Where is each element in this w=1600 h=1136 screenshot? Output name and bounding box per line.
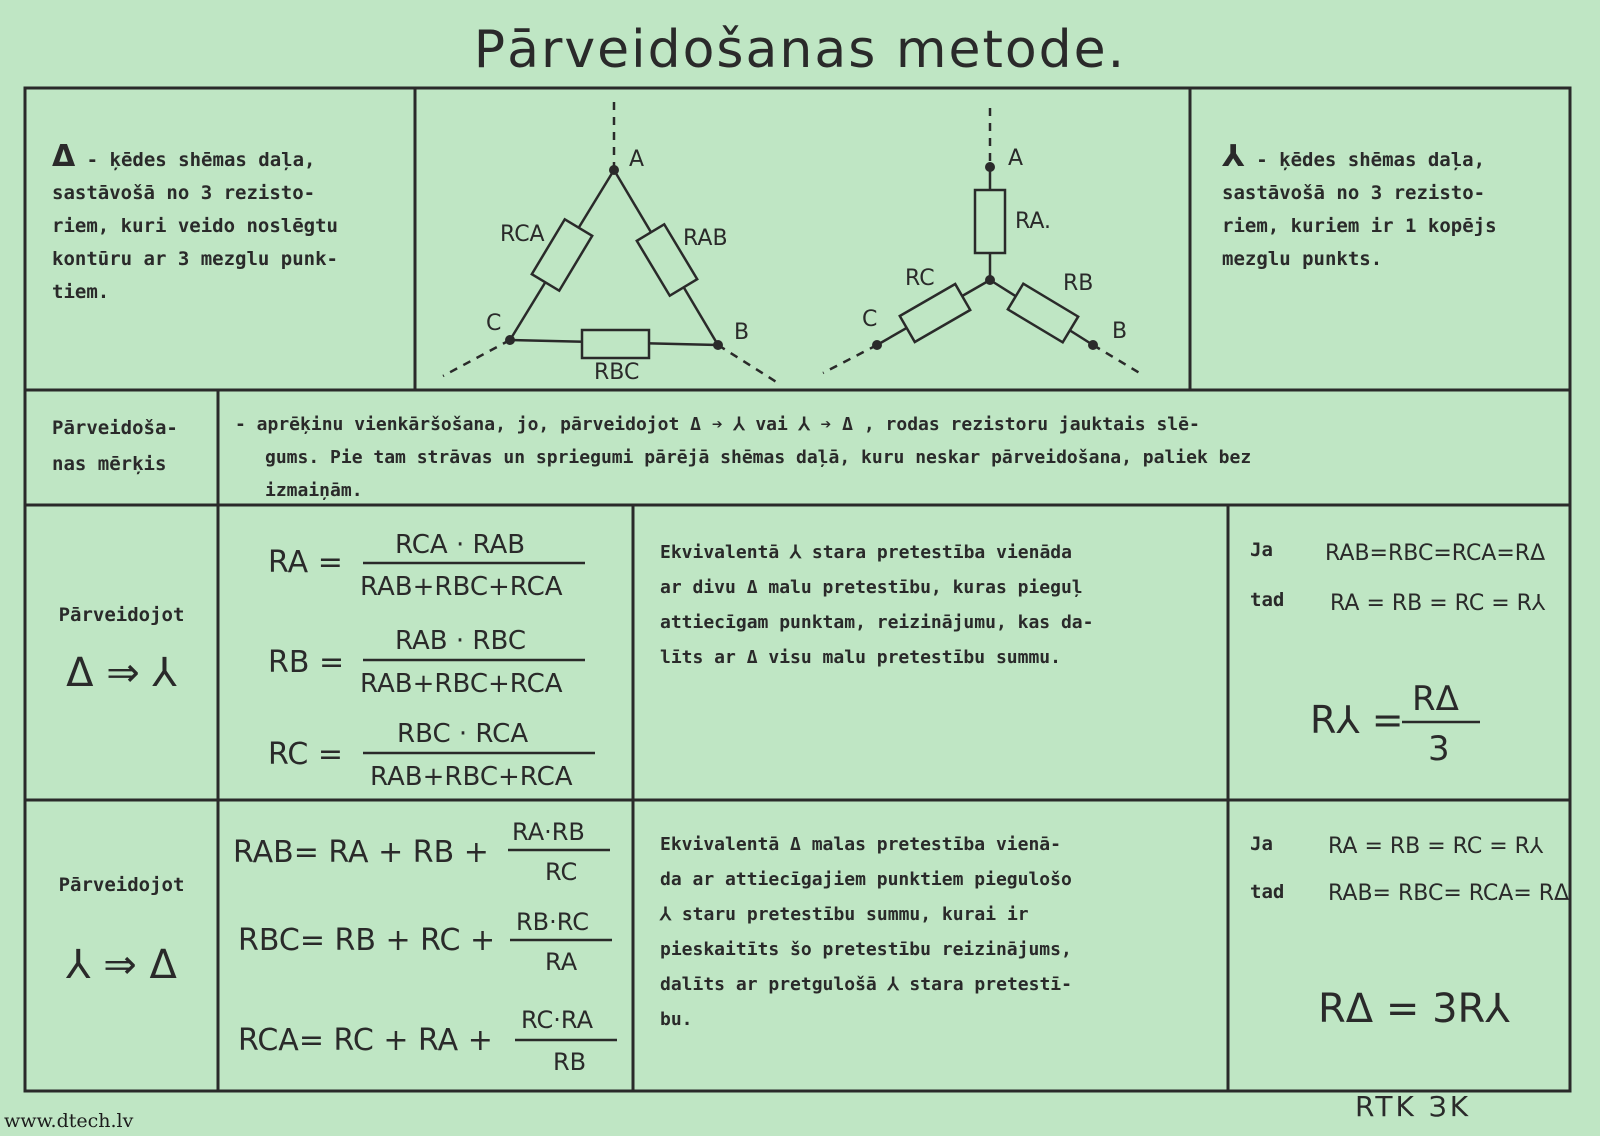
description-line: līts ar Δ visu malu pretestību summu.: [660, 647, 1061, 668]
delta-to-star-label: [25, 600, 218, 696]
delta-definition: [52, 140, 412, 309]
row4-tad: tad: [1250, 881, 1285, 903]
row4-result: RΔ = 3R⅄: [1318, 986, 1510, 1032]
formula-rbc-lhs: RBC= RB + RC +: [238, 923, 496, 958]
description-line: Ekvivalentā Δ malas pretestība vienā-: [660, 834, 1061, 855]
row3-ja: Ja: [1250, 539, 1273, 561]
purpose-text-line: izmaiņām.: [265, 480, 363, 501]
description-line: ⅄ staru pretestību summu, kurai ir: [660, 904, 1029, 925]
row4-cond1: RA = RB = RC = R⅄: [1328, 834, 1544, 859]
formula-rbc-num: RB·RC: [516, 908, 590, 936]
formula-rab-den: RC: [545, 858, 578, 886]
description-line: Ekvivalentā ⅄ stara pretestība vienāda: [660, 542, 1072, 563]
formula-rbc-den: RA: [545, 948, 578, 976]
star-to-delta-label: [25, 870, 218, 988]
delta-definition-line: sastāvošā no 3 rezisto-: [52, 182, 316, 204]
delta-circuit-diagram: [443, 102, 778, 383]
formula-rc-den: RAB+RBC+RCA: [370, 762, 573, 792]
delta-definition-line: riem, kuri veido noslēgtu: [52, 215, 338, 237]
star-node-a: A: [1008, 146, 1024, 171]
description-line: attiecīgam punktam, reizinājumu, kas da-: [660, 612, 1094, 633]
website-watermark: www.dtech.lv: [4, 1110, 134, 1132]
delta-node-c: C: [486, 311, 502, 336]
row3-tad: tad: [1250, 589, 1285, 611]
delta-to-star-arrow: Δ ⇒ ⅄: [66, 650, 177, 696]
delta-definition-line: - ķēdes shēmas daļa,: [86, 149, 316, 171]
star-label-rb: RB: [1063, 271, 1094, 296]
star-definition: [1222, 140, 1567, 276]
star-circuit-diagram: [823, 108, 1143, 375]
row4-cond2: RAB= RBC= RCA= RΔ: [1328, 881, 1570, 906]
description-line: ar divu Δ malu pretestību, kuras pieguļ: [660, 577, 1083, 598]
formula-ra-num: RCA · RAB: [395, 530, 526, 560]
purpose-text-line: gums. Pie tam strāvas un spriegumi pārējā shēmas daļā, kuru neskar pārveidošana, paliek bez: [265, 447, 1252, 468]
formula-rca-num: RC·RA: [521, 1006, 593, 1034]
row3-label-text: Pārveidojot: [58, 604, 185, 626]
star-icon: ⅄: [1222, 139, 1245, 174]
delta-to-star-description: [660, 535, 1225, 675]
row3-cond1: RAB=RBC=RCA=RΔ: [1325, 541, 1546, 566]
formula-rab-lhs: RAB= RA + RB +: [233, 835, 489, 870]
delta-label-rab: RAB: [683, 226, 728, 251]
description-line: bu.: [660, 1009, 693, 1030]
delta-definition-line: tiem.: [52, 281, 110, 303]
row3-result-den: 3: [1428, 729, 1450, 769]
formula-rb-num: RAB · RBC: [395, 626, 527, 656]
row4-ja: Ja: [1250, 833, 1273, 855]
formula-rb-den: RAB+RBC+RCA: [360, 669, 563, 699]
delta-node-b: B: [734, 320, 750, 345]
row3-cond2: RA = RB = RC = R⅄: [1330, 591, 1546, 616]
delta-label-rbc: RBC: [594, 360, 640, 385]
formula-rca-den: RB: [553, 1048, 587, 1076]
delta-icon: Δ: [52, 139, 76, 174]
star-definition-line: riem, kuriem ir 1 kopējs: [1222, 215, 1497, 237]
star-definition-line: sastāvošā no 3 rezisto-: [1222, 182, 1486, 204]
star-node-b: B: [1112, 319, 1128, 344]
page-title: Pārveidošanas metode.: [473, 20, 1127, 80]
star-to-delta-description: [660, 827, 1225, 1037]
delta-definition-line: kontūru ar 3 mezglu punk-: [52, 248, 338, 270]
purpose-label-line: Pārveidoša-: [52, 417, 178, 439]
formula-rc-lhs: RC =: [268, 737, 343, 772]
star-definition-line: - ķēdes shēmas daļa,: [1256, 149, 1486, 171]
purpose-label-line: nas mērķis: [52, 453, 167, 475]
formula-rc-num: RBC · RCA: [397, 719, 529, 749]
row3-result-num: RΔ: [1412, 679, 1459, 719]
formula-rca-lhs: RCA= RC + RA +: [238, 1023, 493, 1058]
row3-result-lhs: R⅄ =: [1310, 698, 1404, 742]
row4-label-text: Pārveidojot: [58, 874, 185, 896]
purpose-text-line: - aprēķinu vienkāršošana, jo, pārveidojot Δ ➔ ⅄ vai ⅄ ➔ Δ , rodas rezistoru jauktais slē-: [235, 414, 1200, 435]
delta-label-rca: RCA: [500, 222, 545, 247]
star-label-rc: RC: [905, 266, 935, 291]
star-label-ra: RA.: [1015, 209, 1052, 234]
star-definition-line: mezglu punkts.: [1222, 248, 1383, 270]
purpose-label: [52, 410, 212, 482]
delta-node-a: A: [629, 147, 645, 172]
formula-rab-num: RA·RB: [512, 818, 585, 846]
author-mark: RTK ЗK: [1355, 1090, 1472, 1123]
description-line: pieskaitīts šo pretestību reizinājums,: [660, 939, 1072, 960]
formula-rb-lhs: RB =: [268, 645, 345, 680]
star-node-c: C: [862, 307, 878, 332]
description-line: dalīts ar pretgulošā ⅄ stara pretestī-: [660, 974, 1072, 995]
formula-ra-lhs: RA =: [268, 545, 343, 580]
purpose-text: [235, 408, 1565, 507]
description-line: da ar attiecīgajiem punktiem piegulošo: [660, 869, 1072, 890]
star-to-delta-arrow: ⅄ ⇒ Δ: [66, 942, 177, 988]
formula-ra-den: RAB+RBC+RCA: [360, 572, 563, 602]
